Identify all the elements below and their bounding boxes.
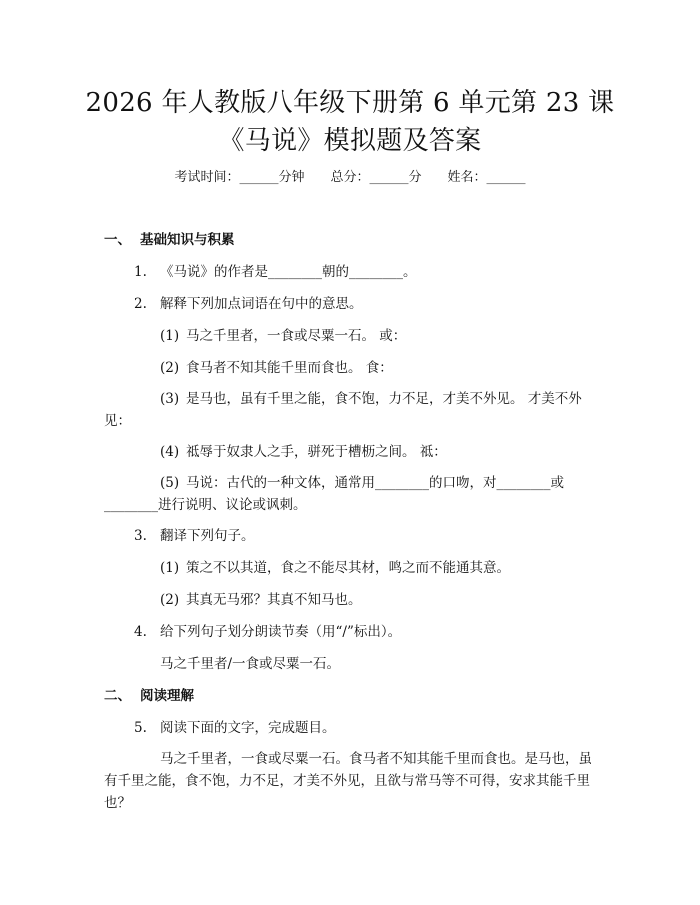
sub-question-3-2: [160, 590, 362, 610]
sub-question-text: 策之不以其道，食之不能尽其材，鸣之而不能通其意。: [186, 560, 510, 576]
question-1: [134, 262, 417, 282]
question-number: 3.: [134, 528, 147, 544]
sub-question-2-1: [160, 326, 406, 346]
student-name-field: 姓名：______: [447, 170, 526, 185]
sub-question-number: (5): [160, 475, 180, 491]
question-text: 翻译下列句子。: [160, 528, 255, 544]
section-number: 二、: [104, 688, 131, 704]
page-title: [60, 84, 640, 160]
exam-meta: [0, 168, 700, 188]
sub-question-text: 其真无马邪？其真不知马也。: [186, 592, 362, 608]
exam-time-field: 考试时间：______分钟: [174, 170, 305, 185]
sub-question-2-2: [160, 358, 393, 378]
sub-question-text-continued: ________进行说明、议论或讽刺。: [104, 497, 307, 513]
sub-question-text: 食马者不知其能千里而食也。 食：: [186, 360, 393, 376]
title-line-1: 2026 年人教版八年级下册第 6 单元第 23 课: [85, 88, 615, 118]
section-heading-2: [104, 686, 194, 706]
sub-question-3-1: [160, 558, 510, 578]
question-text: 给下列句子划分朗读节奏（用“/”标出）。: [160, 624, 402, 640]
question-number: 5.: [134, 720, 147, 736]
question-5: [134, 718, 336, 738]
question-text: 《马说》的作者是________朝的________。: [160, 264, 417, 280]
sub-question-text: 马之千里者，一食或尽粟一石。 或：: [186, 328, 407, 344]
sub-question-text: 是马也，虽有千里之能，食不饱，力不足，才美不外见。 才美不外: [186, 391, 582, 407]
question-text: 解释下列加点词语在句中的意思。: [160, 296, 363, 312]
section-number: 一、: [104, 232, 131, 248]
sub-question-text: 马说：古代的一种文体，通常用________的口吻，对________或: [186, 475, 564, 491]
sub-question-text-continued: 见：: [104, 413, 131, 429]
sub-question-number: (2): [160, 592, 180, 608]
sub-question-2-5: [104, 472, 602, 516]
title-line-2: 《马说》模拟题及答案: [218, 126, 482, 156]
question-text: 阅读下面的文字，完成题目。: [160, 720, 336, 736]
question-2: [134, 294, 363, 314]
sub-question-number: (3): [160, 391, 180, 407]
sub-question-number: (2): [160, 360, 180, 376]
question-4: [134, 622, 401, 642]
section-heading-1: [104, 230, 235, 250]
sub-question-text: 祗辱于奴隶人之手，骈死于槽枥之间。 祗：: [186, 444, 447, 460]
sub-question-number: (1): [160, 328, 180, 344]
section-title: 基础知识与积累: [140, 232, 235, 248]
section-title: 阅读理解: [140, 688, 194, 704]
sub-question-2-4: [160, 442, 447, 462]
reading-passage: 马之千里者，一食或尽粟一石。食马者不知其能千里而食也。是马也，虽有千里之能，食不饱，力不足，才美不外见，且欲与常马等不可得，安求其能千里也？: [104, 751, 592, 811]
rhythm-answer: 马之千里者/一食或尽粟一石。: [160, 656, 341, 672]
total-score-field: 总分：______分: [330, 170, 422, 185]
sub-question-number: (4): [160, 444, 180, 460]
sub-question-number: (1): [160, 560, 180, 576]
question-number: 4.: [134, 624, 147, 640]
sub-question-2-3: [104, 388, 602, 432]
question-number: 1.: [134, 264, 147, 280]
question-number: 2.: [134, 296, 147, 312]
question-3: [134, 526, 255, 546]
